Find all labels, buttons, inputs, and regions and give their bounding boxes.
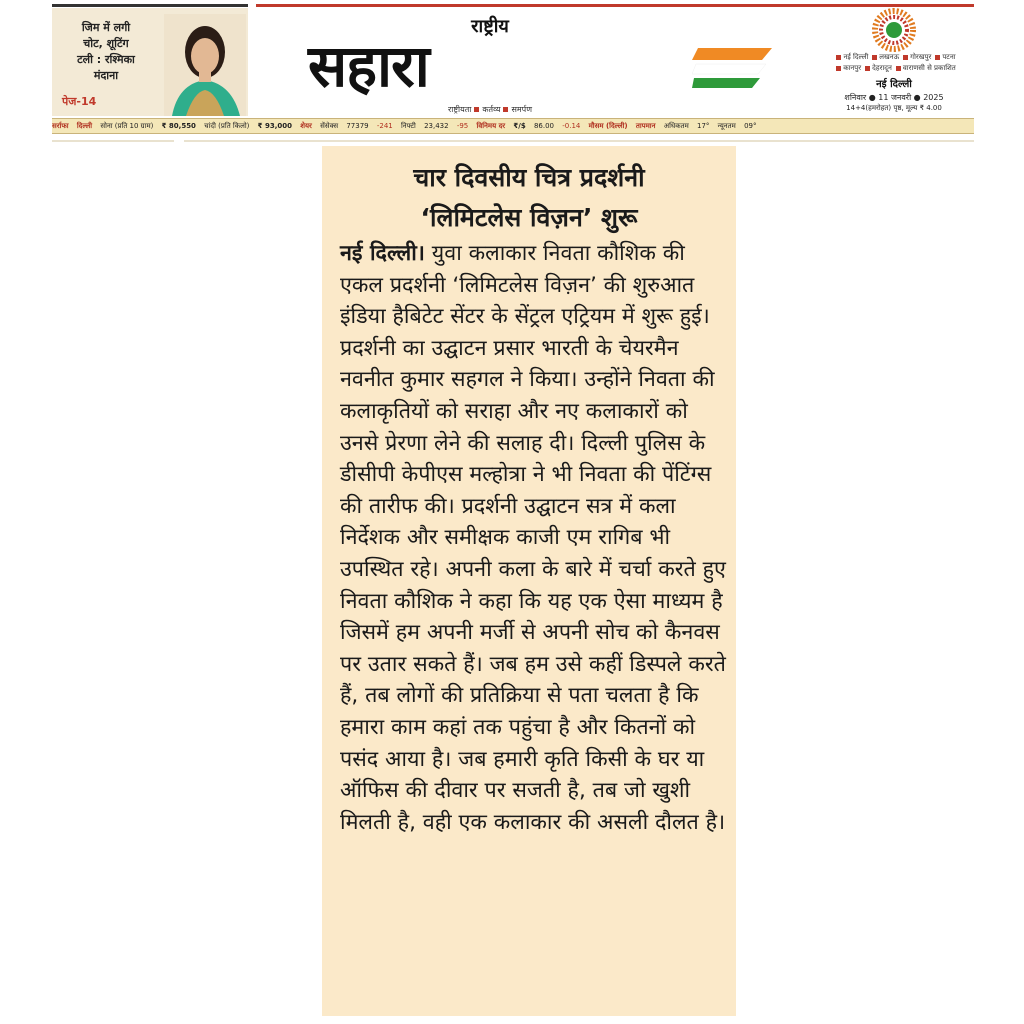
article-body — [340, 238, 732, 838]
city: लखनऊ — [879, 53, 900, 61]
issue-year: 2025 — [923, 93, 944, 102]
divider — [52, 140, 174, 142]
tagline-word: समर्पण — [511, 105, 532, 114]
sensex-value: 77379 — [346, 122, 369, 130]
headline-line-2: ‘लिमिटलेस विज़न’ शुरू — [420, 203, 638, 232]
max-temp-label: अधिकतम — [663, 122, 689, 130]
article-text: युवा कलाकार निवता कौशिक की एकल प्रदर्शनी ‘लिमिटलेस विज़न’ की शुरुआत इंडिया हैबिटेट सेंटर के सेंट्रल एट्रियम में शुरू हुई। प्रदर्शनी का उद्घाटन प्रसार भारती के चेयरमैन नवनीत कुमार सहगल ने किया। उन्होंने निवता की कलाकृतियों को सराहा और नए कलाकारों को उनसे प्रेरणा लेने की सलाह दी। दिल्ली पुलिस के डीसीपी केपीएस मल्होत्रा ने भी निवता की पेंटिंग्स की तारीफ की। प्रदर्शनी उद्घाटन सत्र में कला निर्देशक और समीक्षक काजी एम रागिब भी उपस्थित रहे। अपनी कला के बारे में चर्चा करते हुए निवता कौशिक ने कहा कि यह एक ऐसा माध्यम है जिसमें हम अपनी मर्जी से अपनी सोच को कैनवस पर उतार सकते हैं। जब हम उसे कहीं डिस्पले करते हैं, तब लोगों की प्रतिक्रिया से पता चलता है कि हमारा काम कहां तक पहुंचा है और कितनों को पसंद आया है। जब हमारी कृति किसी के घर या ऑफिस की दीवार पर सजती है, तब जो खुशी मिलती है, वही एक कलाकार की असली दौलत है। — [340, 241, 726, 835]
promo-page-ref: पेज-14 — [62, 95, 97, 108]
masthead-tagline — [300, 104, 680, 115]
issue-price: 14+4(हमरोहत) पृष्ठ, मूल्य ₹ 4.00 — [846, 104, 942, 112]
fx-value: 86.00 — [533, 122, 554, 130]
promo-box[interactable] — [52, 8, 248, 116]
masthead-title: सहारा — [308, 32, 429, 100]
issue-date: शनिवार ● 11 जनवरी ● 2025 — [844, 93, 944, 102]
masthead[interactable] — [300, 8, 780, 118]
city: पटना — [942, 53, 956, 61]
city: कानपुर — [843, 64, 862, 72]
fx-pair: ₹/$ — [513, 122, 526, 130]
sensex-label: सेंसेक्स — [320, 122, 339, 130]
promo-line: टली : रश्मिका — [77, 53, 135, 66]
promo-line: मंदाना — [93, 69, 119, 82]
max-temp: 17° — [697, 122, 710, 130]
market-ticker — [52, 118, 974, 134]
city: नई दिल्ली — [843, 53, 869, 61]
promo-text — [58, 20, 154, 84]
headline-line-1: चार दिवसीय चित्र प्रदर्शनी — [413, 163, 645, 192]
promo-photo — [164, 14, 246, 116]
sun-logo-icon — [868, 8, 920, 52]
issue-day: शनिवार — [844, 93, 867, 102]
sensex-change: -241 — [376, 122, 393, 130]
nifty-change: -95 — [456, 122, 469, 130]
min-temp-label: न्यूनतम — [717, 122, 736, 130]
article-clipping — [322, 146, 736, 1016]
top-rule-right — [256, 4, 974, 7]
nifty-label: निफ्टी — [400, 122, 416, 130]
min-temp: 09° — [744, 122, 757, 130]
gold-label: सोना (प्रति 10 ग्राम) — [100, 122, 154, 130]
issue-date-value: 11 जनवरी — [878, 93, 912, 102]
tricolor-flag-icon — [692, 44, 772, 90]
city: देहरादून — [872, 64, 892, 72]
edition-name: नई दिल्ली — [876, 79, 912, 90]
silver-price: ₹ 93,000 — [257, 122, 292, 130]
promo-line: जिम में लगी — [81, 21, 131, 34]
edition-cities — [812, 52, 976, 74]
city: गोरखपुर — [910, 53, 932, 61]
silver-label: चांदी (प्रति किलो) — [204, 122, 250, 130]
article-dateline: नई दिल्ली। — [340, 241, 425, 266]
weather-label: मौसम (दिल्ली) — [588, 122, 628, 130]
ticker-city: दिल्ली — [76, 122, 93, 130]
nifty-value: 23,432 — [424, 122, 449, 130]
city: वाराणसी से प्रकाशित — [902, 64, 956, 72]
tagline-word: राष्ट्रीयता — [448, 105, 472, 114]
tagline-word: कर्तव्य — [482, 105, 501, 114]
fx-label: विनिमय दर — [476, 122, 506, 130]
top-rule-left — [52, 4, 248, 7]
gold-price: ₹ 80,550 — [161, 122, 196, 130]
divider — [184, 140, 974, 142]
ticker-label: शेयर — [300, 122, 312, 130]
edition-box — [812, 8, 976, 116]
promo-line: चोट, शूटिंग — [83, 37, 129, 50]
article-headline — [322, 158, 736, 238]
temperature-label: तापमान — [635, 122, 656, 130]
ticker-label: सर्राफा — [52, 122, 69, 130]
fx-change: -0.14 — [562, 122, 581, 130]
masthead-top-word: राष्ट्रीय — [471, 16, 509, 37]
